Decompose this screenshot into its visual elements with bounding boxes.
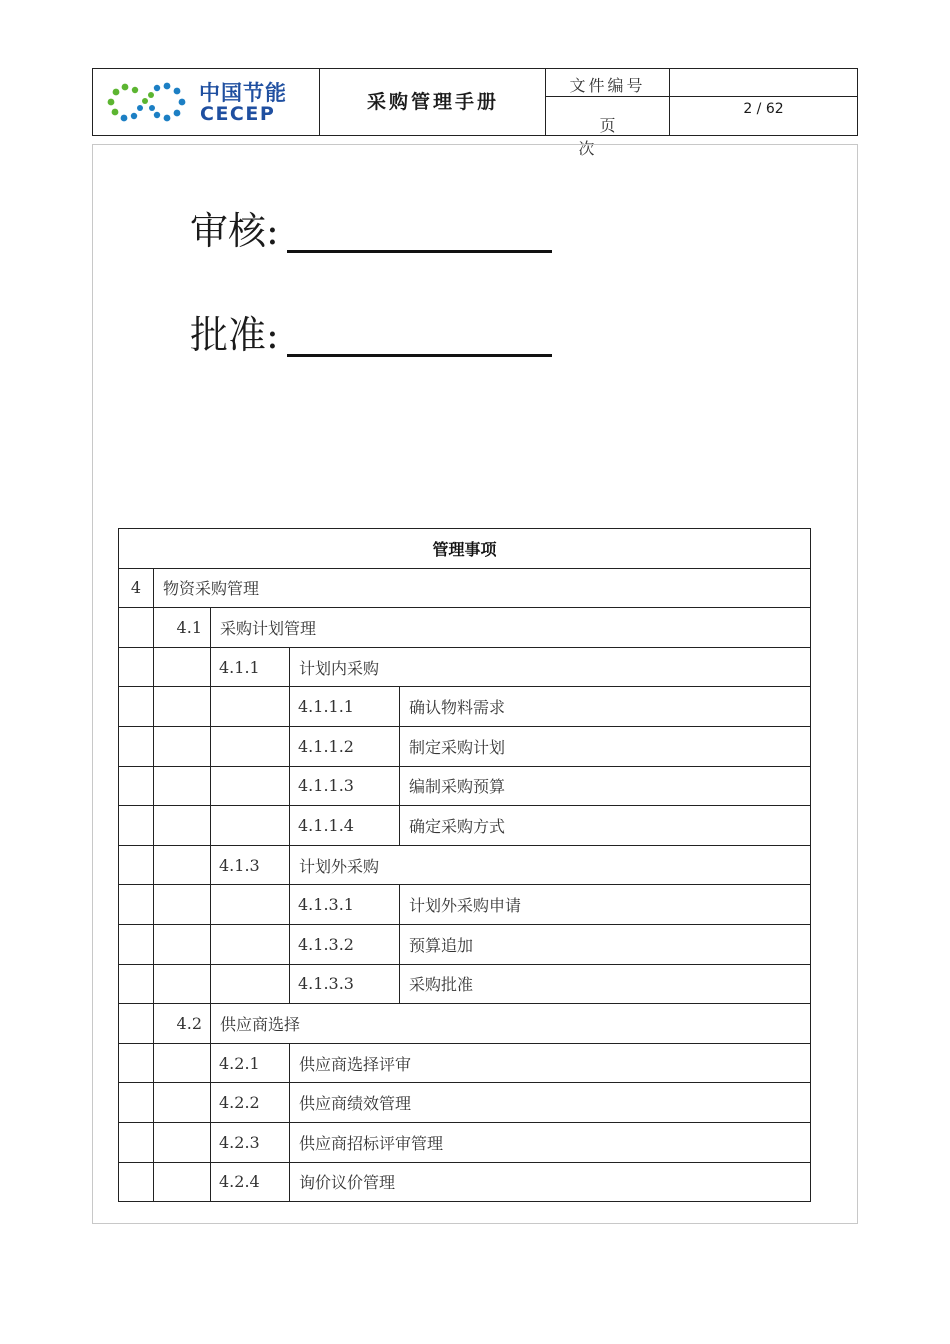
table-row (119, 568, 811, 608)
item-number: 4.2 (154, 1004, 211, 1044)
item-title: 计划外采购申请 (400, 885, 811, 925)
header-row-divider (546, 96, 857, 97)
table-row (119, 806, 811, 846)
item-title: 预算追加 (400, 924, 811, 964)
item-number: 4.1.3.1 (290, 885, 400, 925)
review-signature (190, 209, 552, 253)
indent-cell (211, 687, 290, 727)
indent-cell (119, 1083, 154, 1123)
item-title: 采购批准 (400, 964, 811, 1004)
item-title: 供应商选择评审 (290, 1043, 811, 1083)
item-title: 供应商选择 (211, 1004, 811, 1044)
indent-cell (119, 1004, 154, 1044)
item-title: 确定采购方式 (400, 806, 811, 846)
manual-title: 采购管理手册 (366, 91, 499, 113)
item-title: 物资采购管理 (154, 568, 811, 608)
indent-cell (119, 1122, 154, 1162)
item-number: 4.1.3.3 (290, 964, 400, 1004)
item-number: 4.2.4 (211, 1162, 290, 1202)
item-title: 供应商绩效管理 (290, 1083, 811, 1123)
indent-cell (119, 608, 154, 648)
item-title: 编制采购预算 (400, 766, 811, 806)
item-number: 4 (119, 568, 154, 608)
indent-cell (154, 885, 211, 925)
table-header-row (119, 529, 811, 569)
indent-cell (211, 924, 290, 964)
cecep-ring-logo-icon (107, 81, 187, 125)
item-number: 4.1.3 (211, 845, 290, 885)
table-row (119, 726, 811, 766)
indent-cell (154, 687, 211, 727)
indent-cell (119, 766, 154, 806)
table-row (119, 608, 811, 648)
indent-cell (119, 1162, 154, 1202)
item-title: 询价议价管理 (290, 1162, 811, 1202)
indent-cell (119, 885, 154, 925)
table-row (119, 766, 811, 806)
item-title: 制定采购计划 (400, 726, 811, 766)
page-number: 2 / 62 (743, 101, 784, 117)
table-row (119, 1043, 811, 1083)
management-items-table (118, 528, 811, 1202)
item-number: 4.1.3.2 (290, 924, 400, 964)
item-number: 4.1 (154, 608, 211, 648)
table-header: 管理事项 (119, 529, 811, 569)
item-title: 确认物料需求 (400, 687, 811, 727)
indent-cell (119, 924, 154, 964)
indent-cell (211, 885, 290, 925)
table-row (119, 1162, 811, 1202)
page-label: 页次 (578, 116, 658, 158)
item-number: 4.1.1.2 (290, 726, 400, 766)
indent-cell (154, 1122, 211, 1162)
indent-cell (211, 726, 290, 766)
indent-cell (119, 806, 154, 846)
indent-cell (154, 845, 211, 885)
indent-cell (119, 1043, 154, 1083)
table-row (119, 845, 811, 885)
table-row (119, 924, 811, 964)
table-row (119, 687, 811, 727)
review-signature-line (287, 214, 552, 253)
item-title: 采购计划管理 (211, 608, 811, 648)
item-number: 4.1.1 (211, 647, 290, 687)
approve-signature (190, 313, 552, 357)
item-number: 4.1.1.4 (290, 806, 400, 846)
indent-cell (119, 726, 154, 766)
item-title: 计划内采购 (290, 647, 811, 687)
table-row (119, 885, 811, 925)
indent-cell (211, 806, 290, 846)
approve-signature-line (287, 318, 552, 357)
indent-cell (119, 964, 154, 1004)
approve-label: 批准: (190, 313, 279, 357)
table-row (119, 1083, 811, 1123)
item-number: 4.2.2 (211, 1083, 290, 1123)
document-header (92, 68, 858, 158)
indent-cell (154, 1043, 211, 1083)
table-row (119, 964, 811, 1004)
indent-cell (154, 964, 211, 1004)
indent-cell (119, 647, 154, 687)
company-logo (107, 81, 307, 125)
item-number: 4.1.1.3 (290, 766, 400, 806)
indent-cell (154, 1083, 211, 1123)
logo-english-text: CECEP (200, 103, 276, 125)
indent-cell (154, 1162, 211, 1202)
item-title: 计划外采购 (290, 845, 811, 885)
item-title: 供应商招标评审管理 (290, 1122, 811, 1162)
indent-cell (119, 845, 154, 885)
indent-cell (154, 806, 211, 846)
item-number: 4.2.1 (211, 1043, 290, 1083)
table-row (119, 1122, 811, 1162)
item-number: 4.2.3 (211, 1122, 290, 1162)
table-row (119, 1004, 811, 1044)
indent-cell (154, 647, 211, 687)
file-number-label: 文件编号 (569, 76, 646, 95)
indent-cell (211, 766, 290, 806)
item-number: 4.1.1.1 (290, 687, 400, 727)
logo-chinese-text: 中国节能 (199, 81, 287, 105)
indent-cell (154, 766, 211, 806)
indent-cell (154, 726, 211, 766)
table-row (119, 647, 811, 687)
indent-cell (119, 687, 154, 727)
review-label: 审核: (190, 209, 279, 253)
indent-cell (154, 924, 211, 964)
indent-cell (211, 964, 290, 1004)
